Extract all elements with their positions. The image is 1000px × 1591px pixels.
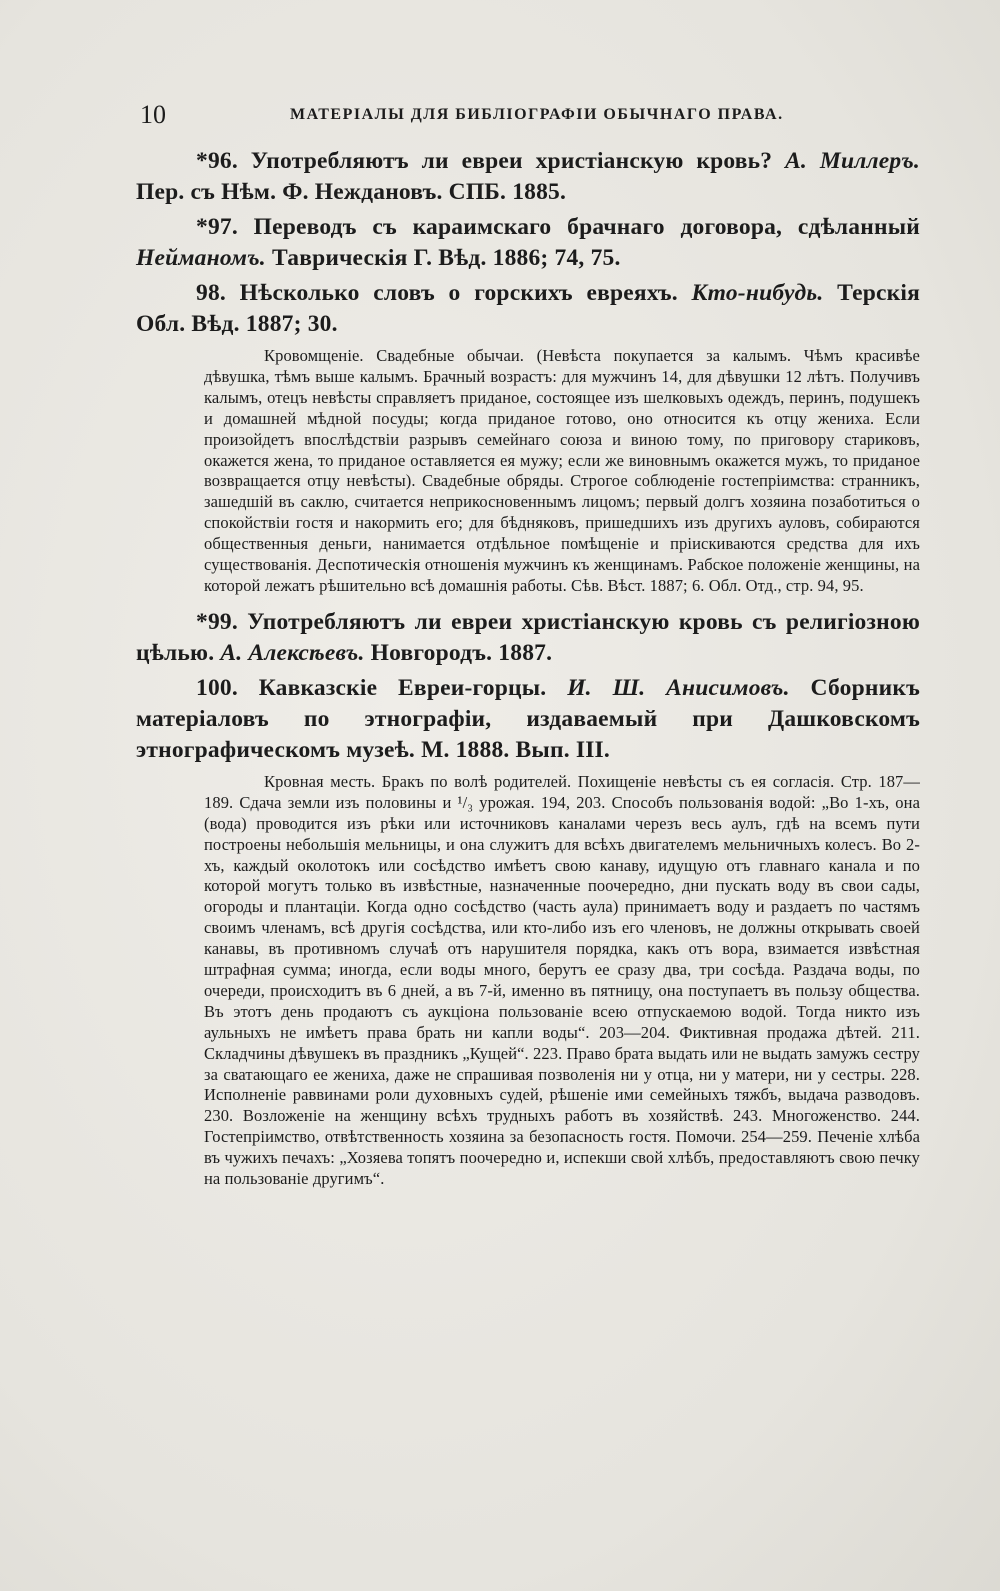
entry-98: [136, 278, 920, 340]
page-header: [140, 100, 920, 130]
entry-text: Новгородъ. 1887.: [364, 639, 553, 666]
entry-text: *96. Употребляютъ ли евреи христіанскую кровь?: [196, 148, 786, 174]
entry-text: Сборникъ матеріаловъ по этнографіи, издаваемый при Дашковскомъ этнографическомъ музеѣ. М. 1888. Вып. III.: [136, 674, 920, 763]
entry-author: А. Алексѣевъ.: [220, 639, 365, 666]
entry-text: Терскія Обл. Вѣд. 1887; 30.: [136, 280, 921, 337]
entry-100: [136, 673, 920, 766]
entry-text: 100. Кавказскіе Евреи-горцы.: [196, 674, 568, 701]
page-body: [136, 146, 920, 1200]
entry-text: *97. Переводъ съ караимскаго брачнаго договора, сдѣланный: [196, 214, 920, 240]
entry-author: Кто-нибудь.: [691, 280, 824, 306]
entry-author: И. Ш. Анисимовъ.: [567, 674, 790, 701]
entry-text: *99. Употребляютъ ли евреи христіанскую кровь съ религіозною цѣлью.: [136, 608, 920, 666]
annotation-100: Кровная месть. Бракъ по волѣ родителей. Похищеніе невѣсты съ ея согласія. Стр. 187—189. Сдача земли изъ половины и ¹/₃ урожая. 194, 203. Способъ пользованія водой: „Во 1-хъ, она (вода) проводится изъ рѣки или источниковъ каналами черезъ весь аулъ, гдѣ на всемъ пути построены небольшія мельницы, и она служитъ для всѣхъ двигателемъ мельничныхъ колесъ. Во 2-хъ, каждый околотокъ или сосѣдство имѣетъ свою канаву, идущую отъ главнаго канала и по которой могутъ только въ извѣстные, назначенные поочередно, дни пускать воду въ свои сады, огороды и плантаціи. Когда одно сосѣдство (часть аула) принимаетъ воду и раздаетъ по частямъ своимъ членамъ, всѣ другія сосѣдства, или кто-либо изъ его членовъ, не должны открывать своей канавы, въ противномъ случаѣ отъ нарушителя порядка, какъ отъ вора, взимается извѣстная штрафная сумма; иногда, если воды много, берутъ ее сразу два, три сосѣда. Раздача воды, по очереди, происходитъ въ 6 дней, а въ 7-й, именно въ пятницу, она поступаетъ въ пользу общества. Въ этотъ день продаютъ съ аукціона пользованіе всею отпускаемою водой. Тогда никто изъ аульныхъ не имѣетъ права брать ни капли воды“. 203—204. Фиктивная продажа дѣтей. 211. Складчины дѣвушекъ въ праздникъ „Кущей“. 223. Право брата выдать или не выдать замужъ сестру за сватающаго ее жениха, даже не спрашивая позволенія ни у отца, ни у матери, ни у сестры. 228. Исполненіе раввинами роли духовныхъ судей, рѣшеніе ими семейныхъ тяжбъ, выдача разводовъ. 230. Возложеніе на женщину всѣхъ трудныхъ работъ въ хозяйствѣ. 243. Многоженство. 244. Гостепріимство, отвѣтственность хозяина за безопасность гостя. Помочи. 254—259. Печеніе хлѣба въ чужихъ печахъ: „Хозяева топятъ поочередно и, испекши свой хлѣбъ, предоставляютъ свою печку на пользованіе другимъ“.: [204, 771, 920, 1189]
running-head: МАТЕРІАЛЫ ДЛЯ БИБЛІОГРАФІИ ОБЫЧНАГО ПРАВА.: [290, 106, 784, 123]
entry-96: [136, 146, 920, 208]
page-number: 10: [140, 100, 166, 129]
entry-text: Пер. съ Нѣм. Ф. Неждановъ. СПБ. 1885.: [136, 179, 567, 205]
entry-99: [136, 607, 920, 669]
entry-text: 98. Нѣсколько словъ о горскихъ евреяхъ.: [196, 280, 692, 306]
entry-text: Таврическія Г. Вѣд. 1886; 74, 75.: [265, 245, 621, 271]
entry-author: Нейманомъ.: [136, 245, 266, 271]
entry-author: А. Миллеръ.: [785, 148, 920, 174]
entry-97: [136, 212, 920, 274]
annotation-98: Кровомщеніе. Свадебные обычаи. (Невѣста покупается за калымъ. Чѣмъ красивѣе дѣвушка, тѣмъ выше калымъ. Брачный возрастъ: для мужчинъ 14, для дѣвушки 12 лѣтъ. Получивъ калымъ, отецъ невѣсты справляетъ приданое, состоящее изъ шелковыхъ одеждъ, перинъ, подушекъ и домашней мѣдной посуды; когда приданое готово, оно относится къ отцу жениха. Если произойдетъ впослѣдствіи разрывъ семейнаго союза и виною тому, по приговору стариковъ, окажется жена, то приданое оставляется ея мужу; если же виновнымъ окажется мужъ, то приданое возвращается отцу невѣсты). Свадебные обряды. Строгое соблюденіе гостепріимства: странникъ, зашедшій въ саклю, считается неприкосновеннымъ лицомъ; первый долгъ хозяина позаботиться о спокойствіи гостя и накормить его; для бѣдняковъ, пришедшихъ изъ другихъ ауловъ, собираются общественныя деньги, нанимается отдѣльное помѣщеніе и пріискиваются средства для ихъ существованія. Деспотическія отношенія мужчинъ къ женщинамъ. Рабское положеніе женщины, на которой лежатъ рѣшительно всѣ домашнія работы. Сѣв. Вѣст. 1887; 6. Обл. Отд., стр. 94, 95.: [204, 346, 920, 595]
